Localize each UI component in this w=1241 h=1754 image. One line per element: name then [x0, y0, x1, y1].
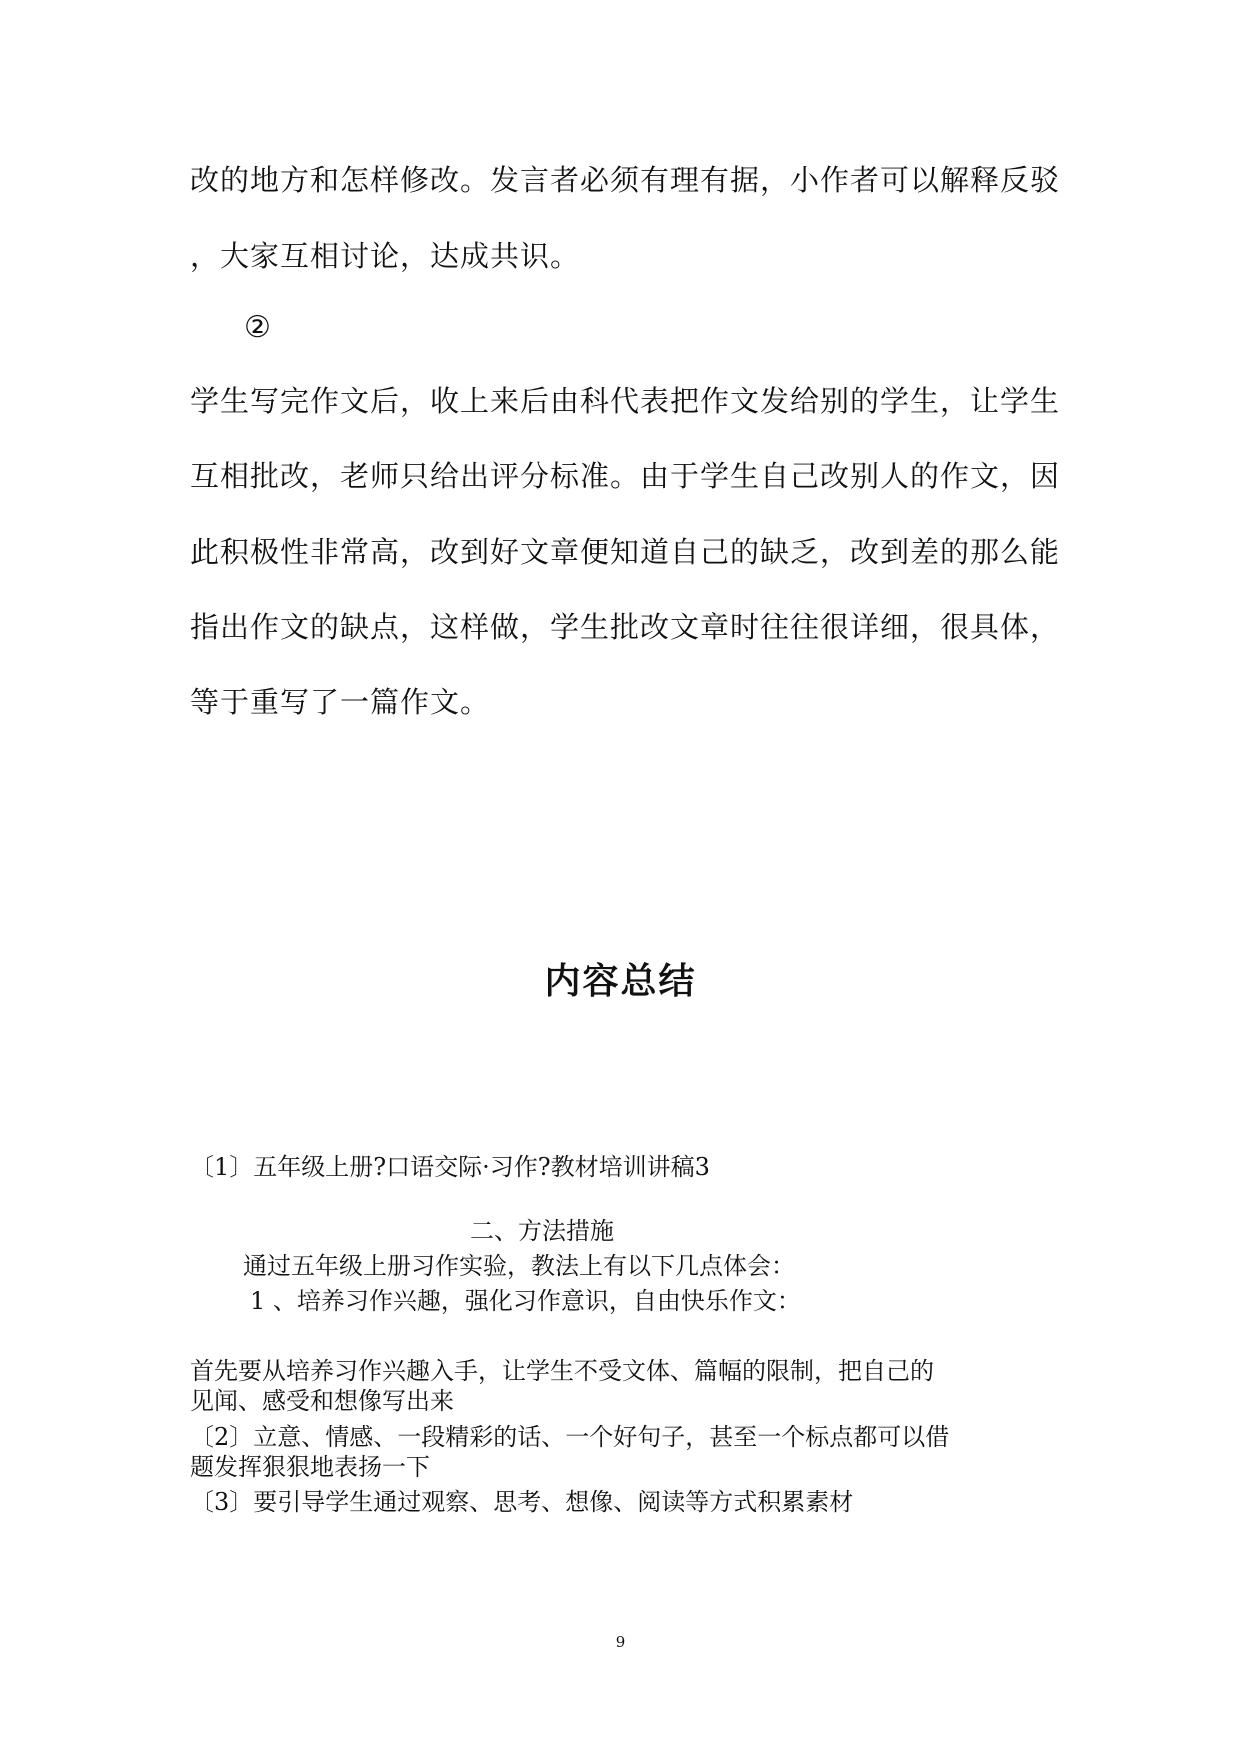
paragraph-line: 互相批改，老师只给出评分标准。由于学生自己改别人的作文，因 [190, 459, 1061, 493]
paragraph-line: 学生写完作文后，收上来后由科代表把作文发给别的学生，让学生 [190, 384, 1061, 418]
summary-heading: 内容总结 [544, 961, 697, 1002]
summary-section-title: 二、方法措施 [470, 1217, 614, 1245]
paragraph-line: 等于重写了一篇作文。 [190, 685, 491, 719]
summary-line: 通过五年级上册习作实验，教法上有以下几点体会： [243, 1252, 795, 1280]
circled-number-marker: ② [244, 310, 271, 345]
paragraph-line: 此积极性非常高，改到好文章便知道自己的缺乏，改到差的那么能 [190, 535, 1061, 569]
summary-line: 首先要从培养习作兴趣入手，让学生不受文体、篇幅的限制，把自己的 [190, 1357, 934, 1385]
page-number: 9 [615, 1633, 626, 1651]
summary-line: 1 、培养习作兴趣，强化习作意识，自由快乐作文： [250, 1287, 801, 1315]
paragraph-line: 指出作文的缺点，这样做，学生批改文章时往往很详细，很具体， [190, 610, 1061, 644]
paragraph-line: ，大家互相讨论，达成共识。 [190, 239, 581, 273]
summary-line: 题发挥狠狠地表扬一下 [190, 1453, 430, 1481]
paragraph-line: 改的地方和怎样修改。发言者必须有理有据，小作者可以解释反驳 [190, 163, 1061, 197]
summary-line: 〔2〕立意、情感、一段精彩的话、一个好句子，甚至一个标点都可以借 [190, 1423, 950, 1451]
summary-line: 〔1〕五年级上册?口语交际·习作?教材培训讲稿3 [190, 1153, 710, 1181]
summary-line: 〔3〕要引导学生通过观察、思考、想像、阅读等方式积累素材 [190, 1488, 854, 1516]
summary-line: 见闻、感受和想像写出来 [190, 1387, 454, 1415]
